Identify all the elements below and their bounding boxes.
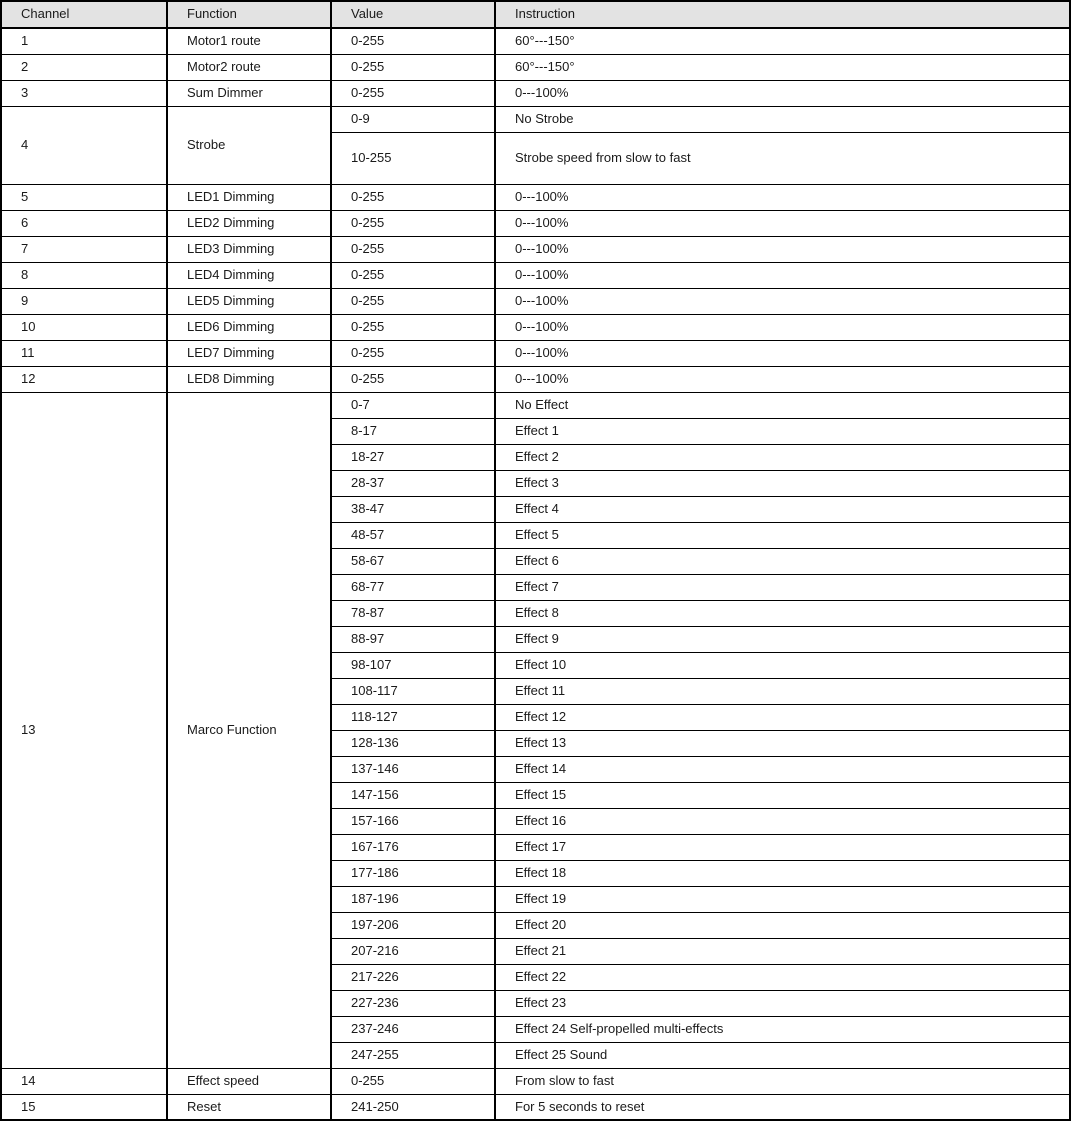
channel-cell: 11 <box>1 340 167 366</box>
instruction-cell: 0---100% <box>495 340 1070 366</box>
value-cell: 68-77 <box>331 574 495 600</box>
instruction-cell: Effect 6 <box>495 548 1070 574</box>
instruction-cell: Effect 20 <box>495 912 1070 938</box>
column-header-function: Function <box>167 1 331 28</box>
function-cell: LED1 Dimming <box>167 184 331 210</box>
table-body <box>1 28 1070 1120</box>
instruction-cell: Effect 5 <box>495 522 1070 548</box>
table-row <box>1 106 1070 132</box>
instruction-cell: 0---100% <box>495 210 1070 236</box>
value-cell: 0-255 <box>331 80 495 106</box>
value-cell: 0-255 <box>331 340 495 366</box>
channel-cell: 1 <box>1 28 167 54</box>
instruction-cell: Effect 19 <box>495 886 1070 912</box>
function-cell: Strobe <box>167 106 331 184</box>
instruction-cell: Effect 9 <box>495 626 1070 652</box>
value-cell: 0-255 <box>331 236 495 262</box>
value-cell: 8-17 <box>331 418 495 444</box>
value-cell: 217-226 <box>331 964 495 990</box>
value-cell: 0-255 <box>331 262 495 288</box>
instruction-cell: Effect 4 <box>495 496 1070 522</box>
value-cell: 108-117 <box>331 678 495 704</box>
column-header-channel: Channel <box>1 1 167 28</box>
function-cell: LED4 Dimming <box>167 262 331 288</box>
instruction-cell: 0---100% <box>495 80 1070 106</box>
table-row <box>1 262 1070 288</box>
function-cell: LED5 Dimming <box>167 288 331 314</box>
value-cell: 0-255 <box>331 210 495 236</box>
instruction-cell: Effect 17 <box>495 834 1070 860</box>
channel-cell: 7 <box>1 236 167 262</box>
value-cell: 0-255 <box>331 54 495 80</box>
instruction-cell: Effect 23 <box>495 990 1070 1016</box>
instruction-cell: 0---100% <box>495 366 1070 392</box>
instruction-cell: Effect 22 <box>495 964 1070 990</box>
value-cell: 10-255 <box>331 132 495 184</box>
value-cell: 157-166 <box>331 808 495 834</box>
table-row <box>1 392 1070 418</box>
instruction-cell: From slow to fast <box>495 1068 1070 1094</box>
function-cell: Motor2 route <box>167 54 331 80</box>
instruction-cell: Effect 12 <box>495 704 1070 730</box>
channel-cell: 4 <box>1 106 167 184</box>
instruction-cell: Effect 21 <box>495 938 1070 964</box>
value-cell: 58-67 <box>331 548 495 574</box>
channel-cell: 14 <box>1 1068 167 1094</box>
function-cell: LED3 Dimming <box>167 236 331 262</box>
table-header-row <box>1 1 1070 28</box>
table-row <box>1 1068 1070 1094</box>
table-row <box>1 184 1070 210</box>
value-cell: 207-216 <box>331 938 495 964</box>
instruction-cell: Effect 3 <box>495 470 1070 496</box>
value-cell: 137-146 <box>331 756 495 782</box>
instruction-cell: Effect 24 Self-propelled multi-effects <box>495 1016 1070 1042</box>
instruction-cell: Effect 1 <box>495 418 1070 444</box>
channel-cell: 13 <box>1 392 167 1068</box>
channel-cell: 6 <box>1 210 167 236</box>
value-cell: 48-57 <box>331 522 495 548</box>
instruction-cell: Effect 11 <box>495 678 1070 704</box>
channel-cell: 12 <box>1 366 167 392</box>
value-cell: 0-255 <box>331 366 495 392</box>
instruction-cell: Effect 13 <box>495 730 1070 756</box>
instruction-cell: 0---100% <box>495 288 1070 314</box>
instruction-cell: For 5 seconds to reset <box>495 1094 1070 1120</box>
table-row <box>1 340 1070 366</box>
instruction-cell: 0---100% <box>495 236 1070 262</box>
function-cell: LED7 Dimming <box>167 340 331 366</box>
value-cell: 227-236 <box>331 990 495 1016</box>
table-row <box>1 54 1070 80</box>
instruction-cell: 0---100% <box>495 262 1070 288</box>
table-row <box>1 366 1070 392</box>
table-row <box>1 314 1070 340</box>
channel-cell: 9 <box>1 288 167 314</box>
instruction-cell: No Strobe <box>495 106 1070 132</box>
value-cell: 38-47 <box>331 496 495 522</box>
value-cell: 0-255 <box>331 184 495 210</box>
instruction-cell: 0---100% <box>495 184 1070 210</box>
instruction-cell: Effect 25 Sound <box>495 1042 1070 1068</box>
instruction-cell: No Effect <box>495 392 1070 418</box>
table-row <box>1 288 1070 314</box>
channel-cell: 5 <box>1 184 167 210</box>
value-cell: 88-97 <box>331 626 495 652</box>
channel-cell: 8 <box>1 262 167 288</box>
instruction-cell: 60°---150° <box>495 54 1070 80</box>
value-cell: 128-136 <box>331 730 495 756</box>
value-cell: 0-255 <box>331 314 495 340</box>
value-cell: 177-186 <box>331 860 495 886</box>
value-cell: 98-107 <box>331 652 495 678</box>
value-cell: 18-27 <box>331 444 495 470</box>
table-row <box>1 210 1070 236</box>
column-header-value: Value <box>331 1 495 28</box>
table-row <box>1 236 1070 262</box>
instruction-cell: Effect 16 <box>495 808 1070 834</box>
instruction-cell: Effect 18 <box>495 860 1070 886</box>
channel-cell: 2 <box>1 54 167 80</box>
value-cell: 241-250 <box>331 1094 495 1120</box>
instruction-cell: 60°---150° <box>495 28 1070 54</box>
value-cell: 237-246 <box>331 1016 495 1042</box>
value-cell: 0-7 <box>331 392 495 418</box>
instruction-cell: Strobe speed from slow to fast <box>495 132 1070 184</box>
value-cell: 247-255 <box>331 1042 495 1068</box>
instruction-cell: Effect 2 <box>495 444 1070 470</box>
value-cell: 118-127 <box>331 704 495 730</box>
value-cell: 147-156 <box>331 782 495 808</box>
instruction-cell: Effect 14 <box>495 756 1070 782</box>
value-cell: 187-196 <box>331 886 495 912</box>
instruction-cell: Effect 10 <box>495 652 1070 678</box>
function-cell: LED6 Dimming <box>167 314 331 340</box>
value-cell: 0-9 <box>331 106 495 132</box>
table-row <box>1 28 1070 54</box>
function-cell: LED8 Dimming <box>167 366 331 392</box>
channel-cell: 10 <box>1 314 167 340</box>
function-cell: Reset <box>167 1094 331 1120</box>
function-cell: LED2 Dimming <box>167 210 331 236</box>
function-cell: Sum Dimmer <box>167 80 331 106</box>
value-cell: 197-206 <box>331 912 495 938</box>
column-header-instruction: Instruction <box>495 1 1070 28</box>
value-cell: 28-37 <box>331 470 495 496</box>
table-row <box>1 1094 1070 1120</box>
instruction-cell: Effect 8 <box>495 600 1070 626</box>
function-cell: Effect speed <box>167 1068 331 1094</box>
function-cell: Motor1 route <box>167 28 331 54</box>
channel-cell: 15 <box>1 1094 167 1120</box>
instruction-cell: Effect 15 <box>495 782 1070 808</box>
table-row <box>1 80 1070 106</box>
value-cell: 0-255 <box>331 1068 495 1094</box>
instruction-cell: 0---100% <box>495 314 1070 340</box>
instruction-cell: Effect 7 <box>495 574 1070 600</box>
channel-cell: 3 <box>1 80 167 106</box>
value-cell: 0-255 <box>331 28 495 54</box>
value-cell: 0-255 <box>331 288 495 314</box>
value-cell: 78-87 <box>331 600 495 626</box>
value-cell: 167-176 <box>331 834 495 860</box>
function-cell: Marco Function <box>167 392 331 1068</box>
